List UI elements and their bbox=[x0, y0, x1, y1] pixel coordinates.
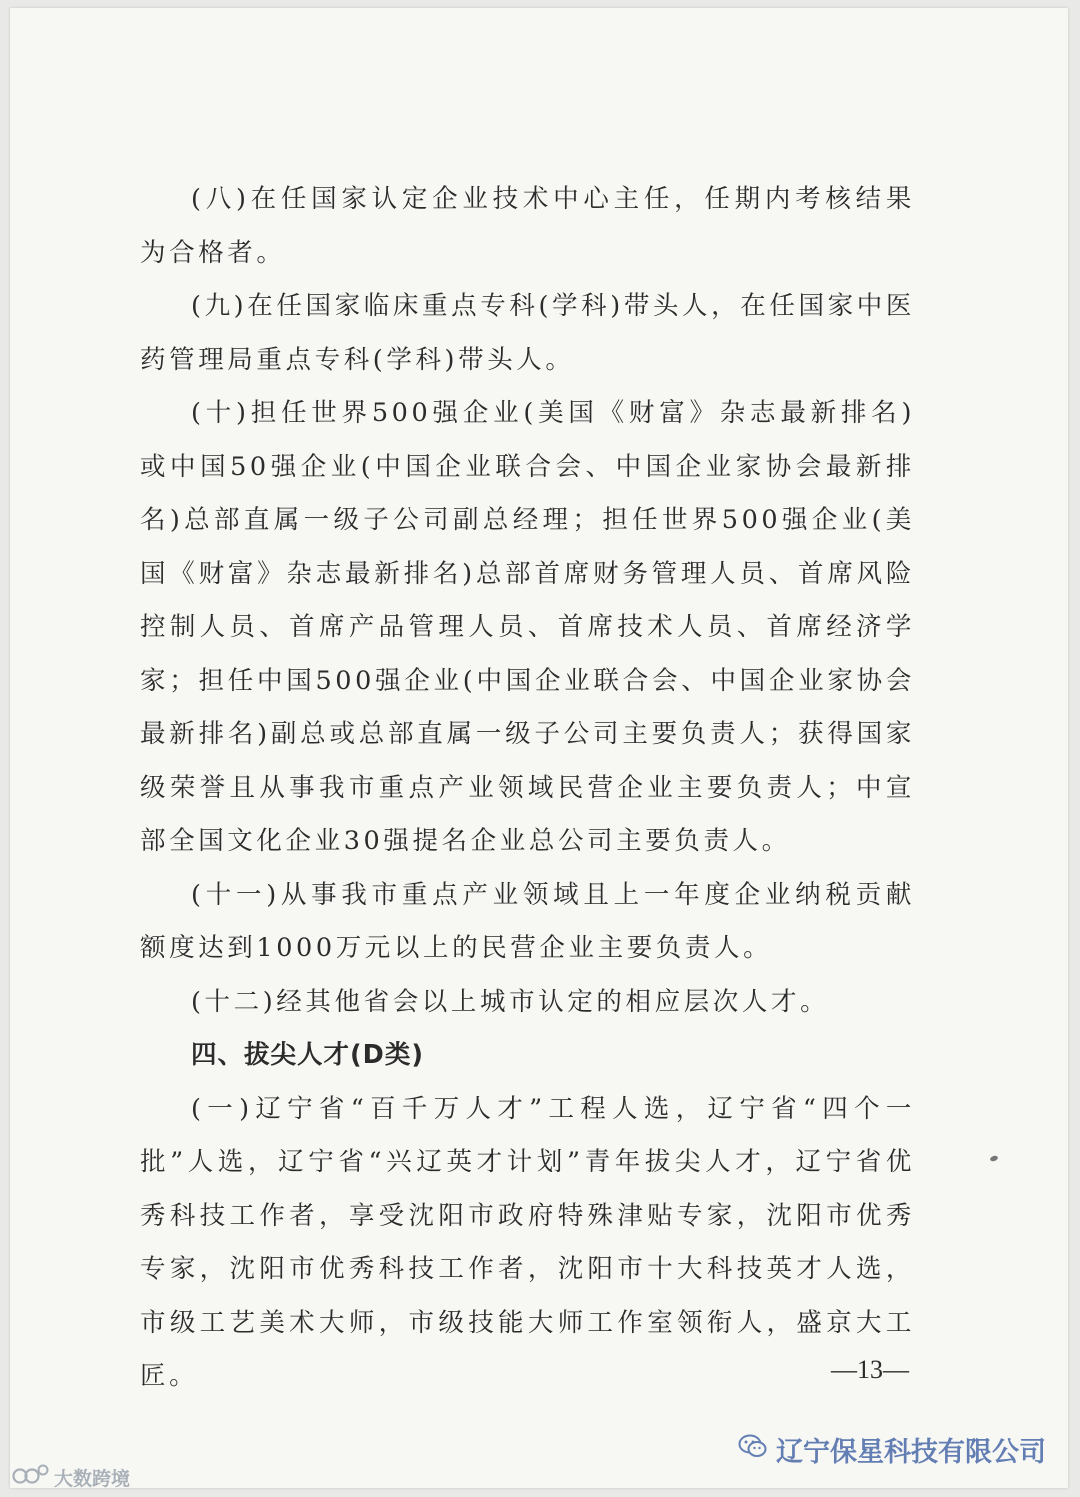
paragraph-9: (九)在任国家临床重点专科(学科)带头人，在任国家中医药管理局重点专科(学科)带头人。 bbox=[140, 291, 915, 375]
section-paragraph-1: (一)辽宁省“百千万人才”工程人选，辽宁省“四个一批”人选，辽宁省“兴辽英才计划”青年拔尖人才，辽宁省优秀科技工作者，享受沈阳市政府特殊津贴专家，沈阳市优秀专家，沈阳市优秀科技工作者，沈阳市十大科技英才人选，市级工艺美术大师，市级技能大师工作室领衔人，盛京大工匠。 bbox=[140, 1093, 915, 1391]
section-heading: 四、拔尖人才(D类) bbox=[191, 1040, 424, 1070]
watermark-source-text: 大数跨境 bbox=[54, 1468, 131, 1490]
watermark-company bbox=[738, 1430, 1046, 1469]
paragraph-10: (十)担任世界500强企业(美国《财富》杂志最新排名)或中国50强企业(中国企业联合会、中国企业家协会最新排名)总部直属一级子公司副总经理；担任世界500强企业(美国《财富》杂志最新排名)总部首席财务管理人员、首席风险控制人员、首席产品管理人员、首席技术人员、首席经济学家；担任中国500强企业(中国企业联合会、中国企业家协会最新排名)副总或总部直属一级子公司主要负责人；获得国家级荣誉且从事我市重点产业领域民营企业主要负责人；中宣部全国文化企业30强提名企业总公司主要负责人。 bbox=[140, 398, 915, 856]
paragraph-11: (十一)从事我市重点产业领域且上一年度企业纳税贡献额度达到1000万元以上的民营企业主要负责人。 bbox=[140, 879, 915, 963]
paragraph-8: (八)在任国家认定企业技术中心主任，任期内考核结果为合格者。 bbox=[140, 184, 915, 268]
document-page bbox=[10, 8, 1068, 1488]
document-body bbox=[140, 173, 915, 1404]
wechat-icon bbox=[738, 1433, 768, 1466]
paragraph-12: (十二)经其他省会以上城市认定的相应层次人才。 bbox=[191, 986, 830, 1017]
watermark-company-text: 辽宁保星科技有限公司 bbox=[776, 1437, 1046, 1468]
scan-speck bbox=[989, 1155, 998, 1162]
logo-icon bbox=[12, 1463, 50, 1492]
page-number: —13— bbox=[831, 1355, 909, 1384]
watermark-source bbox=[12, 1463, 130, 1492]
